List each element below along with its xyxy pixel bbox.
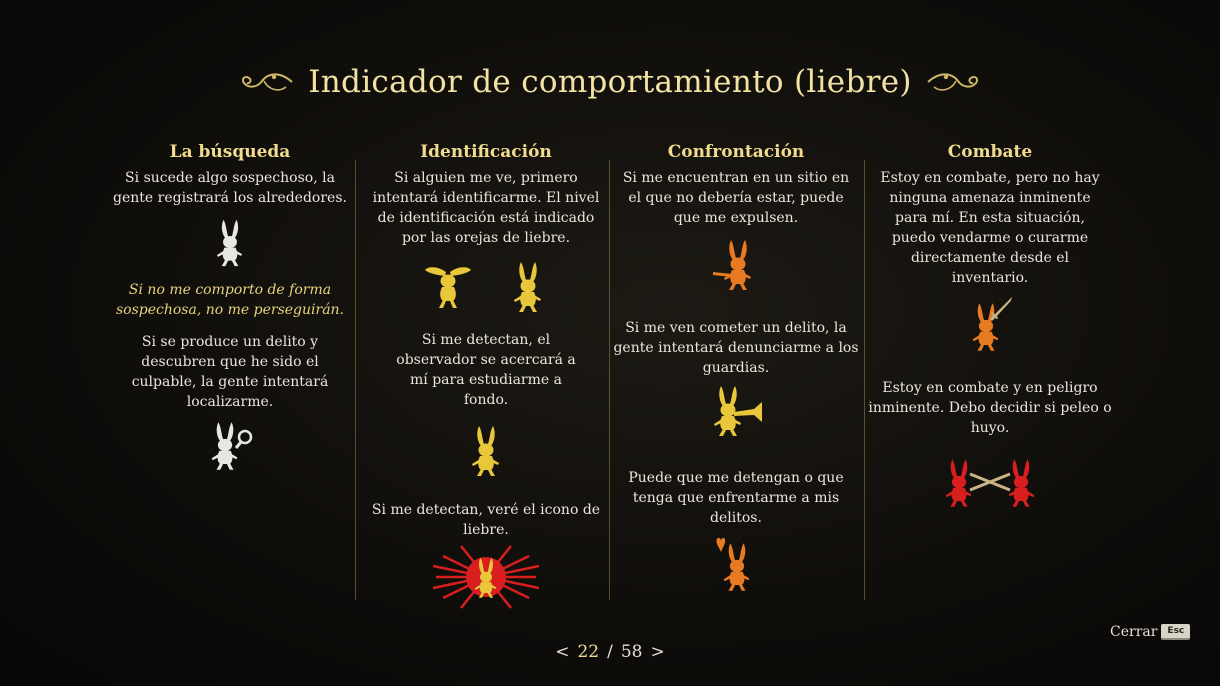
total-pages: 58 <box>620 642 643 662</box>
column-text: Si alguien me ve, primero intentará identificarme. El nivel de identificación está indicado por las orejas de liebre. <box>372 170 600 246</box>
hare-magnifier-white-icon <box>206 418 254 472</box>
close-button[interactable] <box>1110 624 1190 640</box>
current-page: 22 <box>577 642 600 662</box>
column-text: Si me ven cometer un delito, la gente intentará denunciarme a los guardias. <box>613 320 859 376</box>
column-divider <box>864 160 865 600</box>
hare-detected-burst-icon <box>433 544 539 610</box>
close-label: Cerrar <box>1110 624 1158 640</box>
column-text: Si me detectan, veré el icono de liebre. <box>371 502 601 538</box>
column-text: Estoy en combate y en peligro inminente. Debo decidir si peleo o huyo. <box>868 380 1112 436</box>
next-page-button[interactable]: > <box>650 642 665 662</box>
hare-sword-orange-icon <box>963 294 1017 354</box>
page-separator: / <box>607 642 613 662</box>
hares-dueling-red-icon <box>940 450 1040 512</box>
column-confrontacion <box>612 142 860 596</box>
title-row <box>0 60 1220 104</box>
hare-approaching-yellow-icon <box>466 420 506 480</box>
column-identificacion <box>362 142 610 610</box>
column-heading: Combate <box>947 142 1033 162</box>
column-heading: La búsqueda <box>169 142 291 162</box>
column-heading: Confrontación <box>667 142 805 162</box>
left-flourish-icon <box>234 67 294 97</box>
column-text: Si se produce un delito y descubren que he sido el culpable, la gente intentará localizarme. <box>131 334 329 410</box>
column-busqueda <box>106 142 354 472</box>
hare-trumpet-yellow-icon <box>708 382 764 442</box>
page-title: Indicador de comportamiento (liebre) <box>308 64 912 100</box>
hare-searching-white-icon <box>210 216 250 268</box>
identification-icons <box>362 256 610 316</box>
hare-arrested-orange-icon <box>714 534 758 596</box>
column-text: Si me detectan, el observador se acercará a mí para estudiarme a fondo. <box>396 332 576 408</box>
column-text: Estoy en combate, pero no hay ninguna amenaza inminente para mí. En esta situación, puedo vendarme o curarme directamente desde el inventario. <box>880 170 1100 286</box>
esc-key-badge: Esc <box>1161 624 1190 640</box>
column-heading: Identificación <box>420 142 552 162</box>
column-text-italic: Si no me comporto de forma sospechosa, no me perseguirán. <box>115 282 345 318</box>
column-text: Puede que me detengan o que tenga que enfrentarme a mis delitos. <box>628 470 844 526</box>
right-flourish-icon <box>926 67 986 97</box>
page-indicator <box>0 642 1220 662</box>
column-text: Si sucede algo sospechoso, la gente registrará los alrededores. <box>113 170 347 206</box>
prev-page-button[interactable]: < <box>555 642 570 662</box>
hare-pointing-orange-icon <box>712 236 760 296</box>
hare-ears-up-yellow-icon <box>508 256 548 316</box>
column-combate <box>866 142 1114 512</box>
column-divider <box>355 160 356 600</box>
hare-ears-down-yellow-icon <box>424 256 472 310</box>
column-text: Si me encuentran en un sitio en el que no debería estar, puede que me expulsen. <box>622 170 850 226</box>
